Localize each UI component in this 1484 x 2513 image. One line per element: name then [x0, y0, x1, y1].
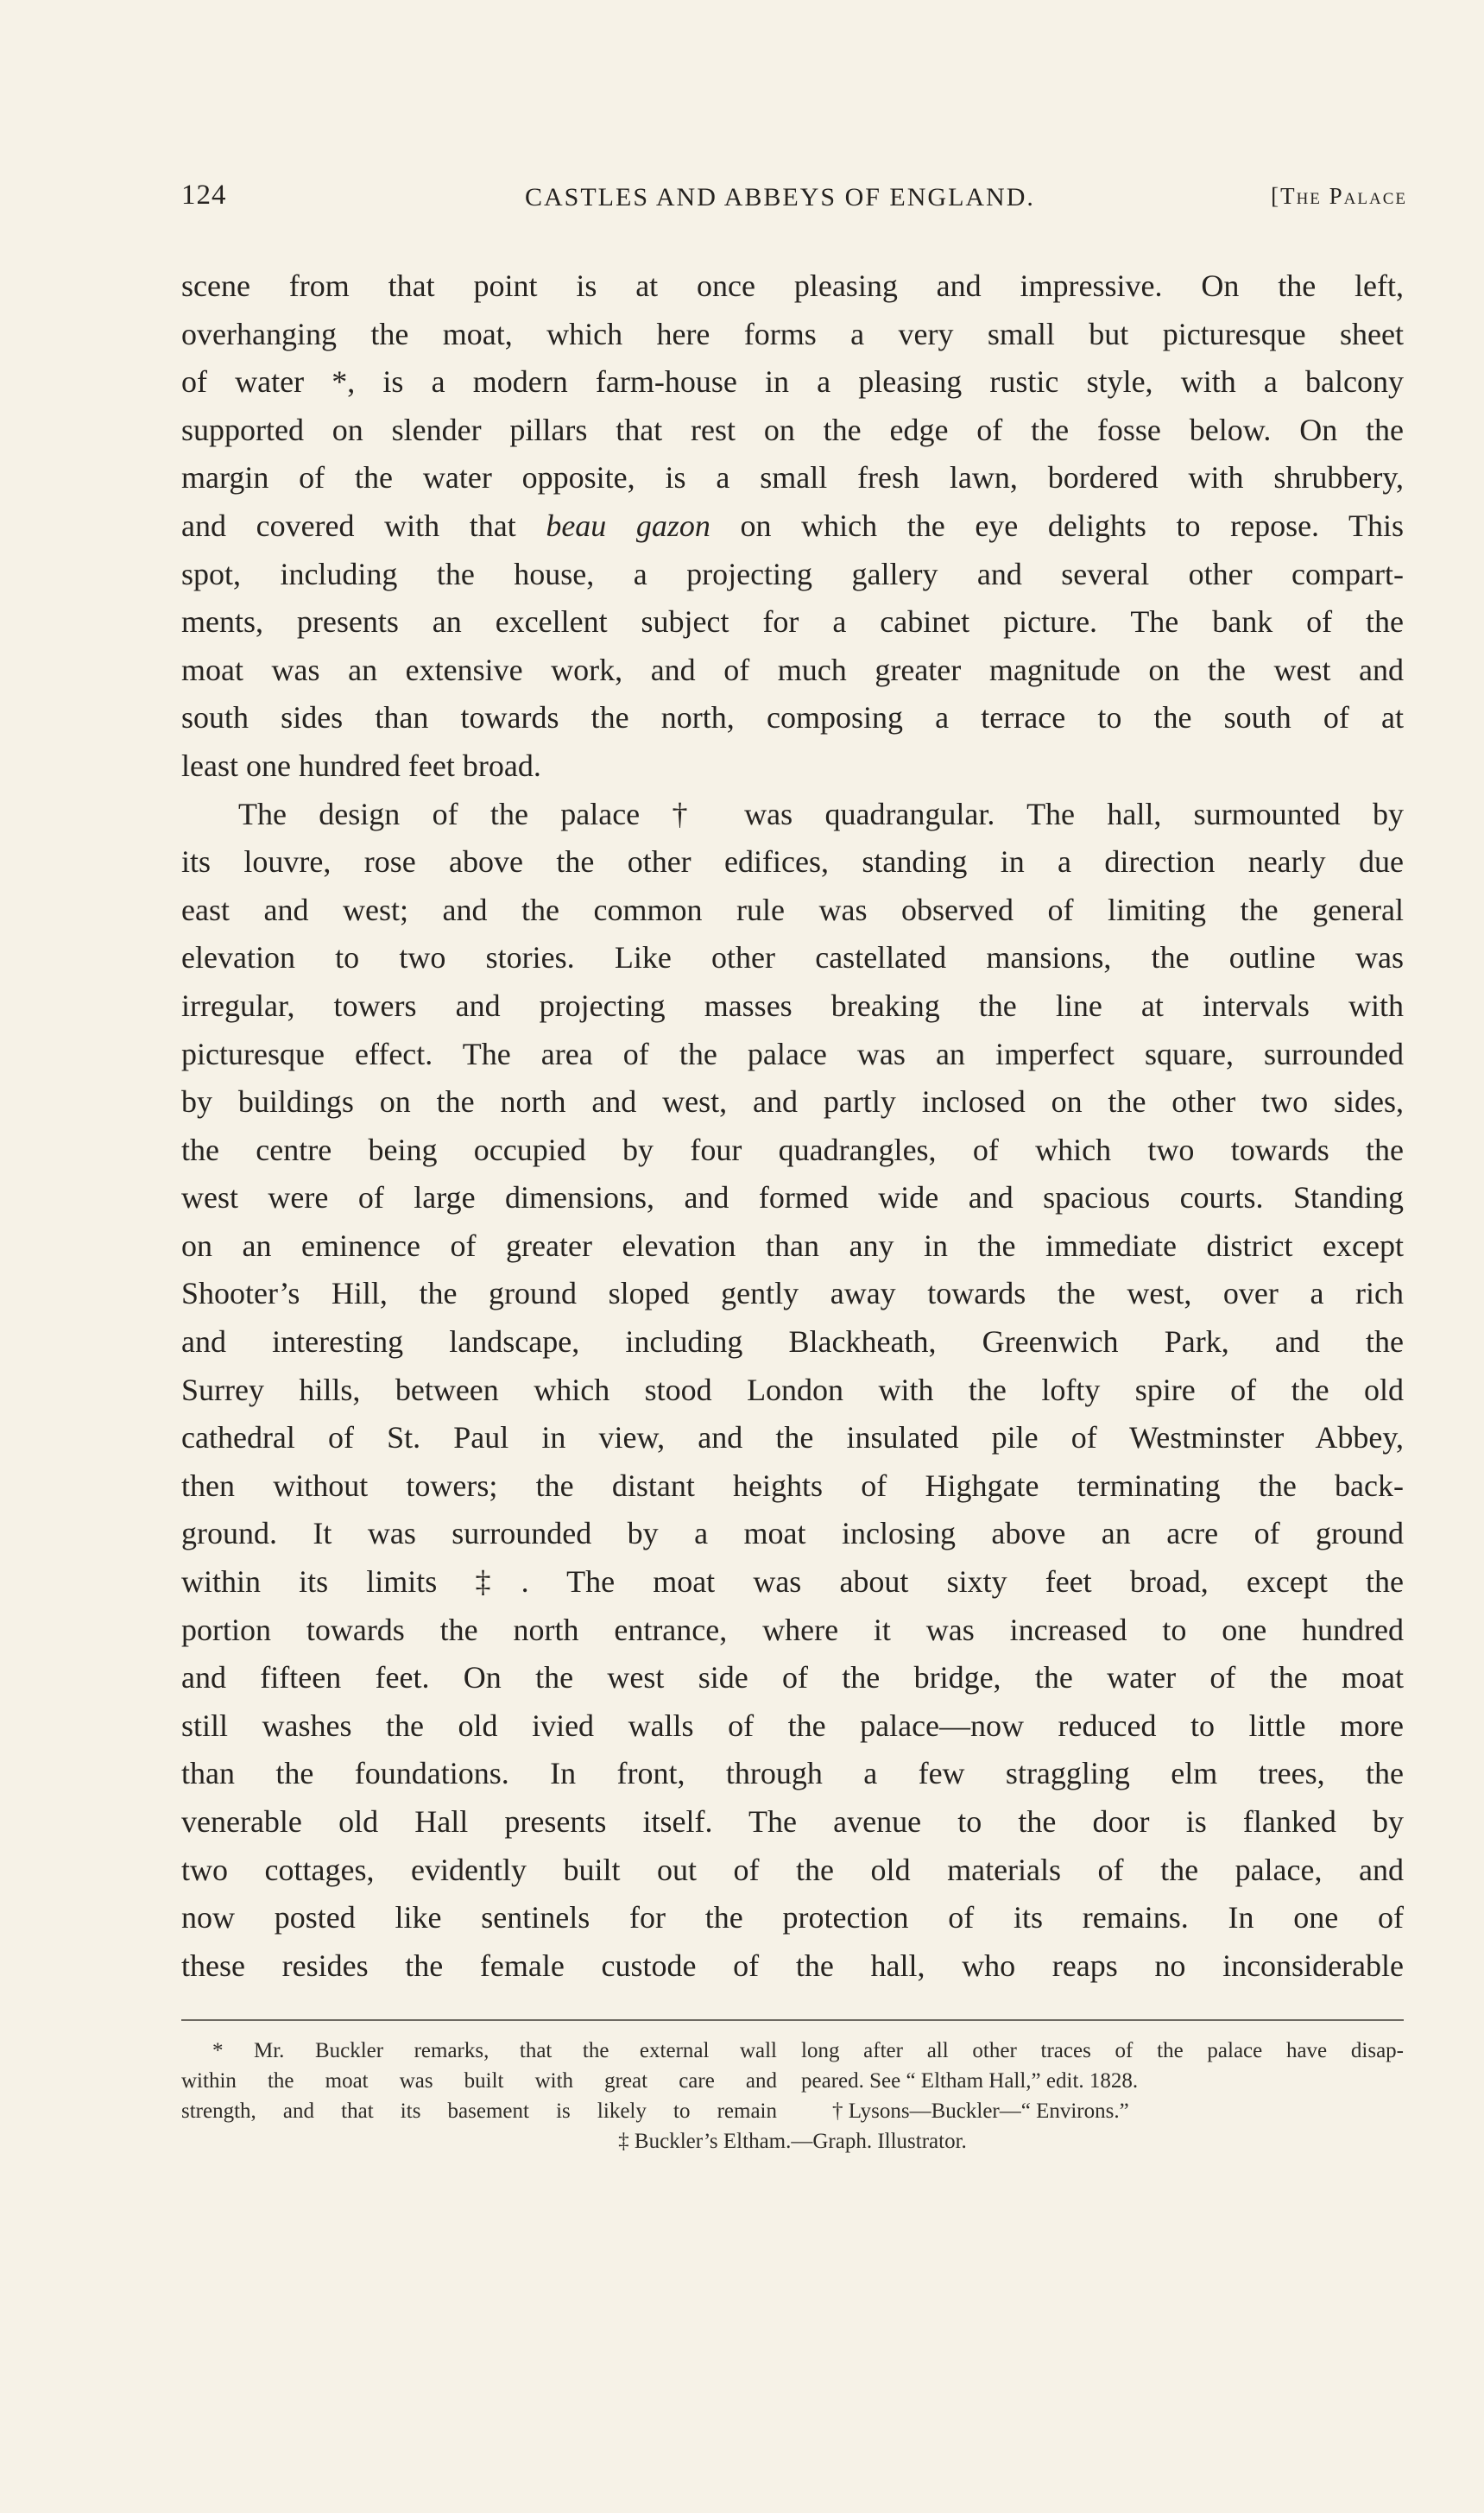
body-line-end: on which the eye delights to repose. This — [710, 508, 1405, 543]
body-line: Shooter’s Hill, the ground sloped gently away towards the west, over a rich — [181, 1276, 1404, 1311]
body-line: west were of large dimensions, and formed wide and spacious courts. Standing — [181, 1180, 1404, 1215]
body-line: and interesting landscape, including Blackheath, Greenwich Park, and the — [181, 1324, 1404, 1360]
footnote-line: within the moat was built with great care and — [181, 2069, 777, 2093]
page-number: 124 — [181, 180, 227, 211]
body-line: moat was an extensive work, and of much greater magnitude on the west and — [181, 652, 1404, 687]
body-line: than the foundations. In front, through a few straggling elm trees, the — [181, 1756, 1404, 1791]
body-line: venerable old Hall presents itself. The avenue to the door is flanked by — [181, 1804, 1404, 1839]
footnote-column-right — [801, 2036, 1404, 2126]
section-title: [The Palace — [1271, 183, 1407, 209]
body-line: east and west; and the common rule was observed of limiting the general — [181, 892, 1404, 927]
body-line: these resides the female custode of the hall, who reaps no inconsiderable — [181, 1948, 1404, 1983]
body-line: supported on slender pillars that rest on the edge of the fosse below. On the — [181, 412, 1404, 447]
body-line: ments, presents an excellent subject for a cabinet picture. The bank of the — [181, 604, 1404, 640]
body-text — [181, 262, 1404, 1990]
body-line: elevation to two stories. Like other castellated mansions, the outline was — [181, 940, 1404, 976]
body-line: cathedral of St. Paul in view, and the insulated pile of Westminster Abbey, — [181, 1420, 1404, 1455]
body-line-start: and covered with that — [181, 508, 546, 543]
footnote-line: peared. See “ Eltham Hall,” edit. 1828. — [801, 2069, 1139, 2093]
body-line: on an eminence of greater elevation than any in the immediate district except — [181, 1228, 1404, 1263]
body-line: still washes the old ivied walls of the palace—now reduced to little more — [181, 1708, 1404, 1743]
body-line: then without towers; the distant heights of Highgate terminating the back- — [181, 1468, 1404, 1503]
footnote-line: strength, and that its basement is likely to remain — [181, 2099, 777, 2123]
body-line: picturesque effect. The area of the palace was an imperfect square, surrounded — [181, 1036, 1404, 1071]
footnote-line: long after all other traces of the palace have disap- — [801, 2039, 1404, 2062]
body-line: of water *, is a modern farm-house in a pleasing rustic style, with a balcony — [181, 364, 1404, 400]
body-line: scene from that point is at once pleasing and impressive. On the left, — [181, 268, 1404, 303]
footnote-center-line: ‡ Buckler’s Eltham.—Graph. Illustrator. — [618, 2130, 967, 2153]
body-line: Surrey hills, between which stood London with the lofty spire of the old — [181, 1372, 1404, 1407]
body-line: and fifteen feet. On the west side of the bridge, the water of the moat — [181, 1660, 1404, 1695]
body-line: portion towards the north entrance, where it was increased to one hundred — [181, 1612, 1404, 1647]
body-line: two cottages, evidently built out of the old materials of the palace, and — [181, 1852, 1404, 1887]
paragraph-start-line: The design of the palace † was quadrangular. The hall, surmounted by — [238, 796, 1404, 831]
footnote-line: * Mr. Buckler remarks, that the external wall — [212, 2039, 777, 2062]
body-line: within its limits ‡. The moat was about sixty feet broad, except the — [181, 1564, 1404, 1600]
body-line: spot, including the house, a projecting gallery and several other compart- — [181, 556, 1404, 591]
body-line-with-italic — [181, 502, 1404, 551]
body-line: now posted like sentinels for the protection of its remains. In one of — [181, 1900, 1404, 1935]
footnote-column-left — [181, 2036, 777, 2126]
footnote-line: † Lysons—Buckler—“ Environs.” — [832, 2099, 1129, 2123]
body-line: by buildings on the north and west, and partly inclosed on the other two sides, — [181, 1084, 1404, 1120]
page-header — [181, 180, 1407, 223]
footnote-divider — [181, 2019, 1404, 2021]
body-line: irregular, towers and projecting masses breaking the line at intervals with — [181, 988, 1404, 1023]
italic-phrase: beau gazon — [546, 508, 710, 543]
body-line: margin of the water opposite, is a small fresh lawn, bordered with shrubbery, — [181, 460, 1404, 496]
body-line: ground. It was surrounded by a moat inclosing above an acre of ground — [181, 1516, 1404, 1551]
body-line: its louvre, rose above the other edifices, standing in a direction nearly due — [181, 844, 1404, 880]
running-title: CASTLES AND ABBEYS OF ENGLAND. — [525, 183, 1035, 212]
body-line: south sides than towards the north, composing a terrace to the south of at — [181, 700, 1404, 736]
body-line: overhanging the moat, which here forms a very small but picturesque sheet — [181, 316, 1404, 351]
body-line: least one hundred feet broad. — [181, 748, 541, 783]
body-line: the centre being occupied by four quadrangles, of which two towards the — [181, 1132, 1404, 1167]
